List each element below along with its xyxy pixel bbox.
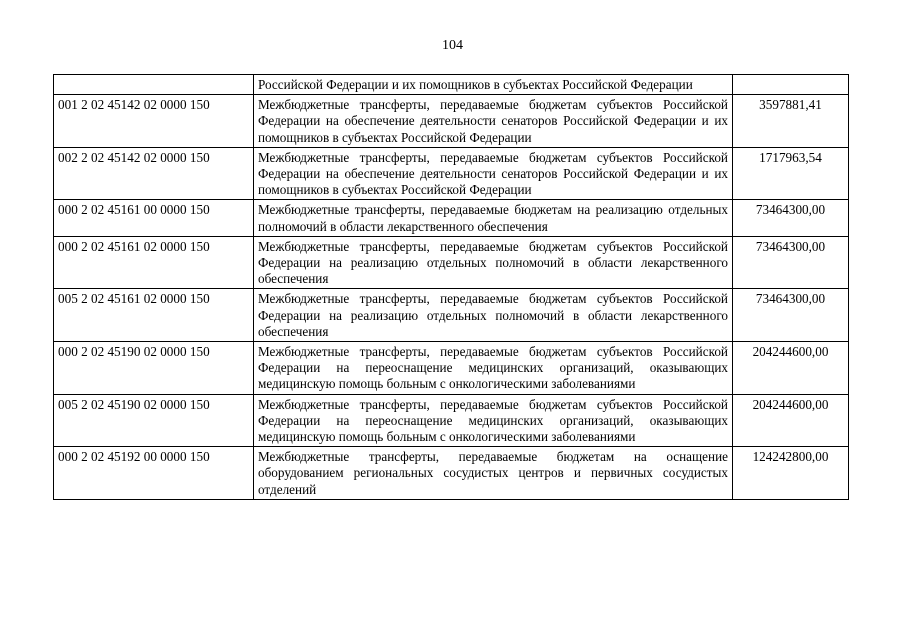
- table-row: [54, 75, 849, 95]
- amount-cell: 3597881,41: [733, 95, 849, 148]
- description-cell: Межбюджетные трансферты, передаваемые бюджетам субъектов Российской Федерации на обеспечение деятельности сенаторов Российской Федерации и их помощников в субъектах Российской Федерации: [254, 95, 733, 148]
- table-row: [54, 447, 849, 500]
- description-cell: Межбюджетные трансферты, передаваемые бюджетам на реализацию отдельных полномочий в области лекарственного обеспечения: [254, 200, 733, 236]
- amount-cell: 73464300,00: [733, 236, 849, 289]
- description-cell: Межбюджетные трансферты, передаваемые бюджетам субъектов Российской Федерации на переоснащение медицинских организаций, оказывающих медицинскую помощь больным с онкологическими заболеваниями: [254, 342, 733, 395]
- budget-code-cell: 001 2 02 45142 02 0000 150: [54, 95, 254, 148]
- amount-cell: [733, 75, 849, 95]
- table-row: [54, 200, 849, 236]
- amount-cell: 73464300,00: [733, 200, 849, 236]
- budget-code-cell: 000 2 02 45161 02 0000 150: [54, 236, 254, 289]
- budget-code-cell: [54, 75, 254, 95]
- description-cell: Межбюджетные трансферты, передаваемые бюджетам субъектов Российской Федерации на реализацию отдельных полномочий в области лекарственного обеспечения: [254, 289, 733, 342]
- amount-cell: 1717963,54: [733, 147, 849, 200]
- page-number: 104: [442, 38, 463, 53]
- amount-cell: 73464300,00: [733, 289, 849, 342]
- table-row: [54, 95, 849, 148]
- budget-table: [53, 74, 849, 500]
- table-row: [54, 394, 849, 447]
- description-cell: Межбюджетные трансферты, передаваемые бюджетам субъектов Российской Федерации на реализацию отдельных полномочий в области лекарственного обеспечения: [254, 236, 733, 289]
- table-row: [54, 342, 849, 395]
- amount-cell: 124242800,00: [733, 447, 849, 500]
- description-cell: Российской Федерации и их помощников в субъектах Российской Федерации: [254, 75, 733, 95]
- amount-cell: 204244600,00: [733, 342, 849, 395]
- table-row: [54, 147, 849, 200]
- budget-code-cell: 005 2 02 45190 02 0000 150: [54, 394, 254, 447]
- description-cell: Межбюджетные трансферты, передаваемые бюджетам на оснащение оборудованием региональных сосудистых центров и первичных сосудистых отделений: [254, 447, 733, 500]
- budget-table-body: [54, 75, 849, 500]
- description-cell: Межбюджетные трансферты, передаваемые бюджетам субъектов Российской Федерации на обеспечение деятельности сенаторов Российской Федерации и их помощников в субъектах Российской Федерации: [254, 147, 733, 200]
- amount-cell: 204244600,00: [733, 394, 849, 447]
- table-row: [54, 289, 849, 342]
- budget-code-cell: 002 2 02 45142 02 0000 150: [54, 147, 254, 200]
- budget-code-cell: 000 2 02 45190 02 0000 150: [54, 342, 254, 395]
- description-cell: Межбюджетные трансферты, передаваемые бюджетам субъектов Российской Федерации на переоснащение медицинских организаций, оказывающих медицинскую помощь больным с онкологическими заболеваниями: [254, 394, 733, 447]
- budget-code-cell: 005 2 02 45161 02 0000 150: [54, 289, 254, 342]
- budget-code-cell: 000 2 02 45192 00 0000 150: [54, 447, 254, 500]
- table-row: [54, 236, 849, 289]
- budget-code-cell: 000 2 02 45161 00 0000 150: [54, 200, 254, 236]
